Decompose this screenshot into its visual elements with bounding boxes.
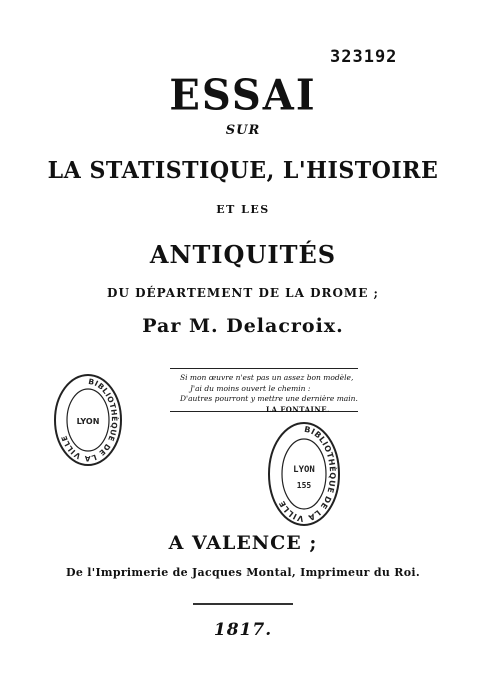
title-line-et-les: ET LES [216,203,270,216]
stamp-ring-text: BIBLIOTHÈQUE DE LA VILLE [59,376,119,464]
stamp-center-text: LYON [293,465,315,475]
imprint-year: 1817. [213,620,273,640]
title-line-departement: DU DÉPARTEMENT DE LA DROME ; [107,286,379,300]
divider-rule [193,603,293,605]
imprint-printer: De l'Imprimerie de Jacques Montal, Imprimeur du Roi. [66,566,420,579]
epigraph-attribution: LA FONTAINE. [266,404,330,414]
epigraph-line: J'ai du moins ouvert le chemin : [190,383,311,393]
author-line: Par M. Delacroix. [142,315,344,337]
stamp-number: 155 [296,481,312,490]
library-stamp-left [52,372,124,468]
call-number: 323192 [330,47,398,67]
title-line-statistique: LA STATISTIQUE, L'HISTOIRE [47,157,439,184]
title-line-antiquites: ANTIQUITÉS [149,240,337,269]
library-stamp-right [266,420,342,528]
epigraph-line: Si mon œuvre n'est pas un assez bon modèle, [180,373,354,382]
imprint-place: A VALENCE ; [168,532,318,554]
title-main: ESSAI [169,70,317,121]
title-sur: SUR [225,123,261,138]
epigraph [170,368,358,412]
stamp-ring-text: BIBLIOTHÈQUE DE LA VILLE [277,424,338,524]
stamp-center-text: LYON [76,417,100,426]
epigraph-line: D'autres pourront y mettre une dernière main. [180,394,358,403]
